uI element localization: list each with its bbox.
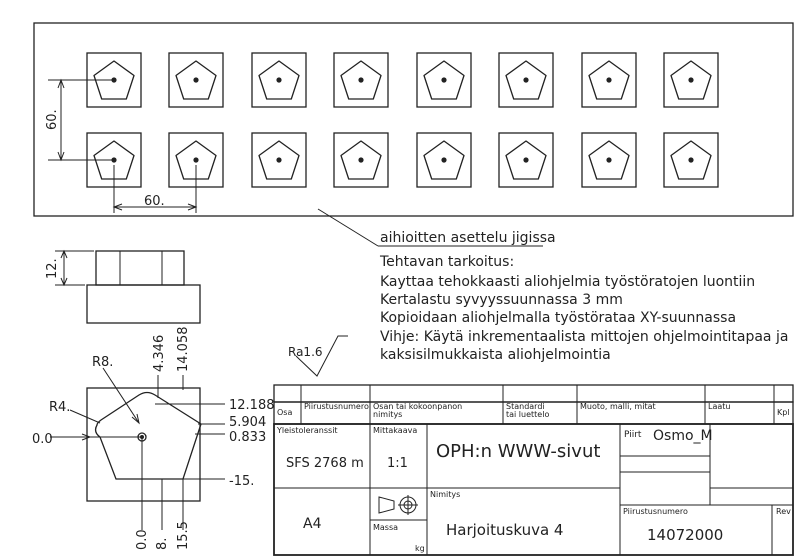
center-hole	[688, 77, 693, 82]
task-line-4: Vihje: Käytä inkrementaalista mittojen ohjelmointitapaa ja	[380, 329, 789, 345]
kg-label: kg	[415, 544, 425, 553]
task-line-2: Kertalastu syvyyssuunnassa 3 mm	[380, 292, 623, 308]
blank-part	[499, 133, 553, 187]
blank-part	[252, 53, 306, 107]
pitch-horizontal-label: 60.	[144, 194, 165, 209]
dim-bottom-155: 15.5	[176, 521, 191, 550]
center-hole	[193, 77, 198, 82]
blank-part	[417, 53, 471, 107]
task-line-5: kaksisilmukkaista aliohjelmointia	[380, 347, 611, 363]
part-top-view	[32, 327, 275, 551]
th-osan-nimitys-1: Osan tai kokoonpanon	[373, 402, 463, 411]
th-osan-nimitys-2: nimitys	[373, 410, 403, 419]
fixture-label: aihioitten asettelu jigissa	[380, 230, 556, 246]
center-hole	[606, 157, 611, 162]
radius-small-label: R4.	[49, 400, 71, 415]
rev-label: Rev	[776, 507, 791, 516]
roughness-label: Ra1.6	[288, 345, 323, 359]
center-hole	[523, 157, 528, 162]
yleistoleranssit-value: SFS 2768 m	[286, 456, 364, 471]
piirt-value: Osmo_M	[653, 428, 713, 444]
center-hole	[358, 77, 363, 82]
center-hole	[606, 77, 611, 82]
blank-part	[664, 53, 718, 107]
dim-bottom-zero: 0.0	[135, 529, 150, 550]
parts-grid	[87, 53, 718, 187]
dim-right-0833: 0.833	[229, 430, 267, 445]
piirustusnumero-value: 14072000	[647, 526, 724, 544]
dim-left-zero: 0.0	[32, 432, 53, 447]
blank-part	[582, 133, 636, 187]
center-hole	[111, 157, 116, 162]
mittakaava-value: 1:1	[387, 456, 408, 471]
center-hole	[441, 157, 446, 162]
th-osa: Osa	[277, 408, 293, 417]
blank-part	[582, 53, 636, 107]
piirt-label: Piirt	[624, 430, 642, 440]
pitch-vertical-label: 60.	[45, 109, 60, 130]
radius-large-label: R8.	[92, 355, 114, 370]
piirustusnumero-label: Piirustusnumero	[623, 507, 688, 516]
task-line-1: Kayttaa tehokkaasti aliohjelmia työstöratojen luontiin	[380, 274, 756, 290]
center-hole	[193, 157, 198, 162]
th-standardi-1: Standardi	[506, 402, 545, 411]
massa-label: Massa	[373, 523, 399, 532]
surface-roughness-symbol	[288, 336, 348, 376]
blank-part	[252, 133, 306, 187]
nimitys-label: Nimitys	[430, 490, 461, 499]
blank-part	[334, 133, 388, 187]
center-hole	[523, 77, 528, 82]
blank-part	[417, 133, 471, 187]
paper-size: A4	[303, 516, 322, 532]
center-hole	[276, 157, 281, 162]
side-view	[45, 251, 200, 323]
th-standardi-2: tai luettelo	[506, 410, 550, 419]
th-muoto: Muoto, malli, mitat	[580, 402, 656, 411]
task-line-3: Kopioidaan aliohjelmalla työstörataa XY-suunnassa	[380, 310, 737, 326]
mittakaava-label: Mittakaava	[373, 426, 418, 435]
yleistoleranssit-label: Yleistoleranssit	[277, 426, 338, 435]
projection-symbol-icon	[379, 495, 418, 515]
dim-top-14058: 14.058	[176, 326, 191, 372]
center-hole	[276, 77, 281, 82]
blank-part	[664, 133, 718, 187]
blank-part	[334, 53, 388, 107]
dim-right-neg15: -15.	[229, 474, 255, 489]
drawing-title: Harjoituskuva 4	[446, 521, 564, 539]
company-name: OPH:n WWW-sivut	[436, 441, 601, 462]
dim-right-12188: 12.188	[229, 398, 275, 413]
dim-right-5904: 5.904	[229, 415, 267, 430]
pitch-dimension-vertical	[45, 80, 112, 160]
title-block	[274, 385, 793, 555]
dim-bottom-8: 8.	[155, 537, 170, 550]
th-kpl: Kpl	[777, 408, 790, 417]
task-heading: Tehtavan tarkoitus:	[380, 254, 515, 270]
center-hole	[358, 157, 363, 162]
th-laatu: Laatu	[708, 402, 731, 411]
th-piirustusnumero: Piirustusnumero	[304, 402, 369, 411]
blank-part	[169, 53, 223, 107]
height-label: 12.	[45, 258, 60, 279]
center-hole	[111, 77, 116, 82]
center-hole	[441, 77, 446, 82]
dim-top-4346: 4.346	[152, 334, 167, 372]
pitch-dimension-horizontal	[114, 165, 196, 213]
center-hole	[688, 157, 693, 162]
blank-part	[499, 53, 553, 107]
